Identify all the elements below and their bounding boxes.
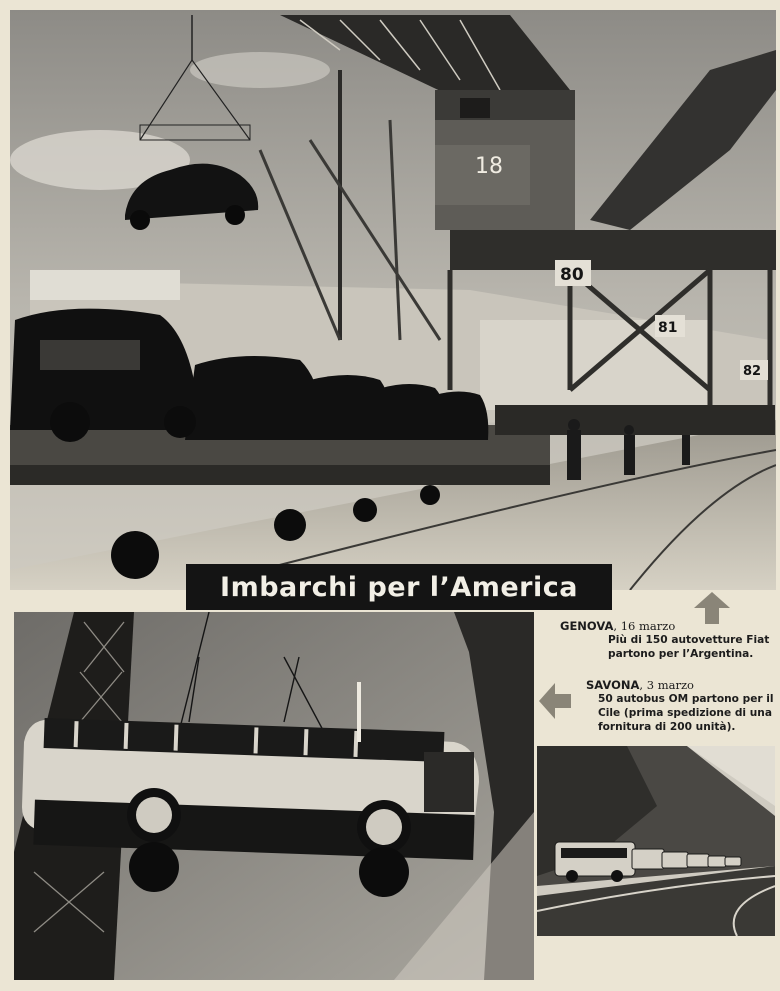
caption-savona-place: SAVONA (586, 678, 640, 692)
caption-savona (586, 678, 776, 734)
crane-number-label: 18 (475, 154, 503, 179)
caption-savona-text: 50 autobus OM partono per il Cile (prima spedizione di una fornitura di 200 unità). (598, 693, 774, 733)
article-title: Imbarchi per l’America (186, 564, 612, 610)
caption-genova-text: Più di 150 autovetture Fiat partono per l’Argentina. (608, 634, 770, 660)
caption-genova-place: GENOVA (560, 619, 614, 633)
gantry-80-label: 80 (560, 265, 584, 285)
photo-bus-hoisted (14, 612, 534, 980)
gantry-81-label: 81 (658, 320, 678, 336)
photo-buses-coastal-road (537, 746, 775, 936)
photo-genova-port (10, 10, 776, 590)
arrow-left-icon (539, 683, 571, 719)
caption-genova-date: , 16 marzo (613, 619, 676, 633)
caption-savona-date: , 3 marzo (639, 678, 694, 692)
caption-genova (560, 619, 775, 661)
gantry-82-label: 82 (743, 364, 762, 379)
arrow-up-icon (694, 592, 730, 624)
